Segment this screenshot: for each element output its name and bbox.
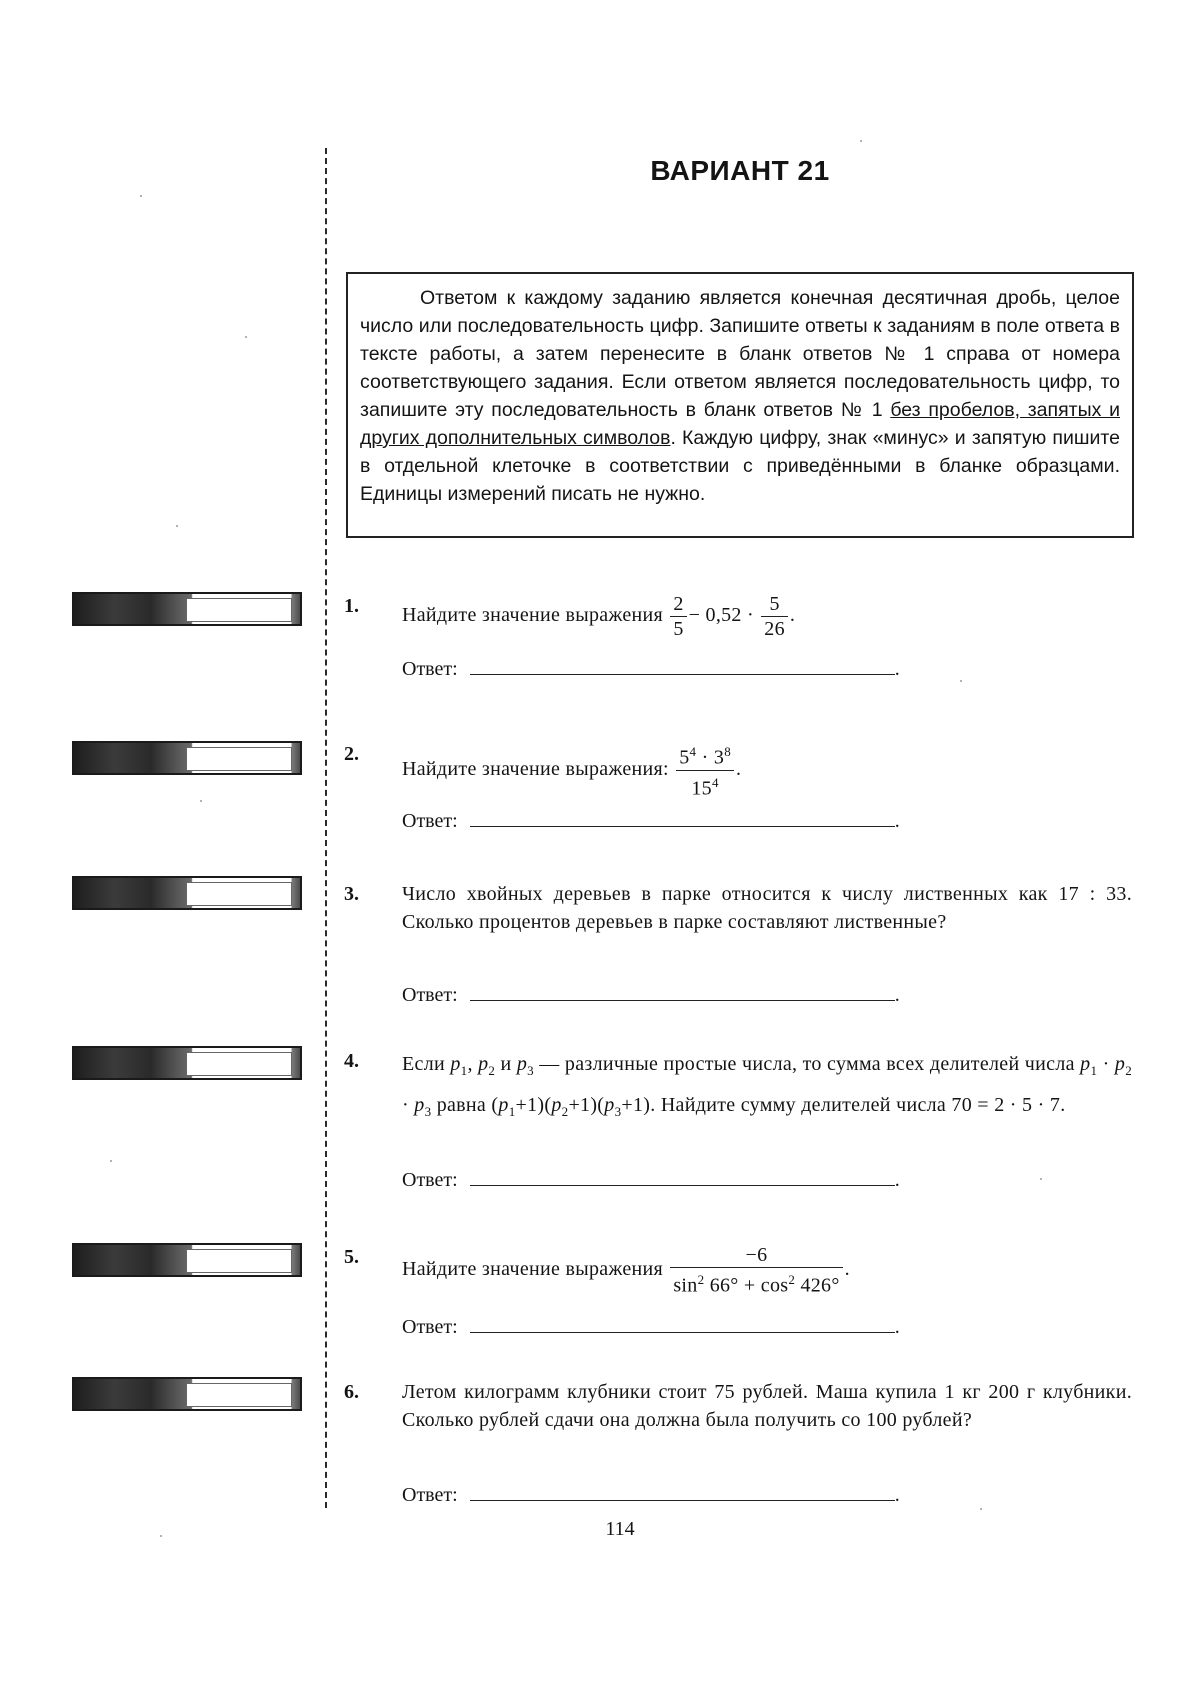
scan-speck (200, 800, 202, 802)
dot: · (1097, 1053, 1115, 1075)
fraction-denominator (676, 771, 734, 801)
task-text (402, 1047, 1132, 1129)
subscript: 1 (508, 1104, 516, 1119)
subscript: 1 (460, 1063, 468, 1078)
scan-speck (160, 1535, 162, 1537)
answer-box-5[interactable] (72, 1243, 302, 1277)
answer-end: . (894, 1316, 900, 1338)
instructions-underlined: без пробелов, запятых и других дополнительных символов (360, 399, 1120, 449)
scan-speck (860, 140, 862, 142)
task-number: 3. (344, 883, 359, 905)
instructions-part1: Ответом к каждому заданию является конечная десятичная дробь, целое число или последовательность цифр. Запишите ответы к заданиям в поле ответа в тексте работы, а затем перенесите в бланк ответов № 1 справа от номера соответствующего задания. Если ответом является последовательность цифр, то запишите эту последовательность в бланк ответов № 1 (360, 287, 1120, 421)
fraction-denominator (670, 1268, 842, 1298)
answer-box-field[interactable] (186, 598, 292, 622)
scan-speck (960, 680, 962, 682)
var-p: p (604, 1094, 615, 1116)
text-fragment: равна (431, 1094, 492, 1116)
answer-box-2[interactable] (72, 741, 302, 775)
task-number: 6. (344, 1381, 359, 1403)
answer-line[interactable] (470, 980, 895, 1001)
var-p: p (498, 1094, 509, 1116)
expression-end: . (844, 1257, 850, 1280)
exponent: 4 (689, 744, 697, 759)
var-p: p (414, 1094, 425, 1116)
paren: ( (491, 1094, 499, 1116)
task-2 (344, 740, 1134, 850)
instructions-text (360, 284, 1120, 508)
paren: +1) (621, 1094, 651, 1116)
fraction-powers (676, 740, 734, 800)
exponent: 8 (724, 744, 731, 759)
answer-row (402, 1312, 900, 1341)
fraction-numerator: 5 (761, 592, 788, 617)
answer-label: Ответ: (402, 1316, 458, 1338)
fraction-denominator: 26 (764, 618, 785, 640)
task-4 (344, 1047, 1134, 1197)
var-p: p (1080, 1053, 1091, 1075)
paren: +1) (515, 1094, 545, 1116)
answer-label: Ответ: (402, 984, 458, 1006)
dot: · (696, 746, 714, 769)
task-number: 5. (344, 1246, 359, 1268)
answer-line[interactable] (470, 806, 895, 827)
instructions-box (346, 272, 1134, 538)
answer-end: . (894, 810, 900, 832)
base: 3 (713, 746, 725, 769)
argument: 426° (795, 1274, 840, 1297)
task-6 (344, 1378, 1134, 1508)
paren: ( (597, 1094, 605, 1116)
answer-row (402, 654, 900, 683)
subscript: 3 (527, 1063, 534, 1078)
var-p: p (1114, 1053, 1126, 1075)
base: 5 (679, 746, 690, 769)
answer-box-4[interactable] (72, 1046, 302, 1080)
page-number: 114 (605, 1518, 635, 1540)
base: 15 (691, 777, 712, 800)
answer-line[interactable] (470, 1312, 895, 1333)
task-prompt: Найдите значение выражения (402, 604, 664, 627)
answer-line[interactable] (470, 1165, 895, 1186)
expression-middle: − 0,52 · (688, 604, 754, 627)
task-5 (344, 1243, 1134, 1355)
fraction-numerator: −6 (670, 1243, 842, 1268)
subscript: 2 (561, 1104, 569, 1119)
expression-end: . (736, 757, 742, 780)
task-text (402, 592, 1132, 641)
argument: 66° + (704, 1274, 761, 1297)
task-text (402, 740, 1132, 800)
answer-row (402, 1480, 900, 1509)
answer-line[interactable] (470, 1480, 895, 1501)
task-3 (344, 880, 1134, 1010)
fraction-5-26 (761, 592, 788, 641)
cos-function: cos (760, 1274, 789, 1297)
task-text: Летом килограмм клубники стоит 75 рублей. Маша купила 1 кг 200 г клубники. Сколько рублей сдачи она должна была получить со 100 рублей? (402, 1381, 1132, 1431)
paren: +1) (568, 1094, 598, 1116)
text-fragment: , (467, 1053, 479, 1075)
answer-row (402, 980, 900, 1009)
paren: ( (544, 1094, 552, 1116)
text-fragment: — различные простые числа, то сумма всех делителей числа (533, 1053, 1081, 1075)
subscript: 1 (1090, 1063, 1098, 1078)
answer-box-3[interactable] (72, 876, 302, 910)
answer-line[interactable] (470, 654, 895, 675)
exponent: 2 (697, 1272, 705, 1287)
answer-end: . (894, 1484, 900, 1506)
task-text (402, 1243, 1132, 1298)
fraction-2-5 (670, 592, 686, 641)
exponent: 4 (711, 774, 719, 790)
answer-box-field[interactable] (186, 882, 292, 906)
answer-label: Ответ: (402, 658, 458, 680)
exponent: 2 (788, 1272, 796, 1287)
task-number: 4. (344, 1050, 359, 1072)
expression-end: . (789, 604, 796, 627)
instructions-part2: . Каждую цифру, знак «минус» и запятую пишите в отдельной клеточке в соответствии с приведёнными в бланке образцами. Единицы измерений писать не нужно. (360, 427, 1120, 505)
task-prompt: Найдите значение выражения (402, 1257, 664, 1280)
answer-box-1[interactable] (72, 592, 302, 626)
task-number: 1. (344, 595, 359, 617)
subscript: 3 (614, 1104, 622, 1119)
answer-box-6[interactable] (72, 1377, 302, 1411)
scan-speck (110, 1160, 112, 1162)
scan-speck (176, 525, 178, 527)
answer-box-field[interactable] (186, 1383, 292, 1407)
var-p: p (478, 1053, 489, 1075)
answer-label: Ответ: (402, 810, 458, 832)
subscript: 2 (1125, 1063, 1132, 1078)
answer-box-field[interactable] (186, 747, 292, 771)
task-text: Число хвойных деревьев в парке относится к числу лиственных как 17 : 33. Сколько процентов деревьев в парке составляют лиственные? (402, 883, 1132, 933)
answer-box-field[interactable] (186, 1052, 292, 1076)
var-p: p (551, 1094, 562, 1116)
dot: · (402, 1094, 415, 1116)
subscript: 3 (424, 1104, 432, 1119)
fraction-numerator (676, 740, 734, 771)
answer-label: Ответ: (402, 1169, 458, 1191)
subscript: 2 (488, 1063, 496, 1078)
page-title: ВАРИАНТ 21 (650, 155, 830, 186)
answer-end: . (894, 984, 900, 1006)
task-prompt: Найдите значение выражения: (402, 757, 669, 780)
scan-speck (1040, 1178, 1042, 1180)
text-fragment: Если (402, 1053, 451, 1075)
task-1 (344, 592, 1134, 702)
fraction-numerator: 2 (670, 592, 686, 617)
text-fragment: . Найдите сумму делителей числа 70 = 2 · 5 · 7. (650, 1094, 1066, 1116)
task-number: 2. (344, 743, 359, 765)
cut-line-divider (325, 148, 327, 1508)
scan-speck (140, 195, 142, 197)
scan-speck (980, 1508, 982, 1510)
var-p: p (450, 1053, 461, 1075)
sin-function: sin (673, 1274, 698, 1297)
answer-end: . (894, 1169, 900, 1191)
answer-row (402, 806, 900, 835)
text-fragment: и (495, 1053, 517, 1075)
answer-label: Ответ: (402, 1484, 458, 1506)
answer-box-field[interactable] (186, 1249, 292, 1273)
answer-row (402, 1165, 900, 1194)
answer-end: . (894, 658, 900, 680)
fraction-denominator: 5 (673, 618, 684, 640)
scan-speck (245, 336, 247, 338)
var-p: p (516, 1053, 528, 1075)
fraction-trig (670, 1243, 842, 1298)
